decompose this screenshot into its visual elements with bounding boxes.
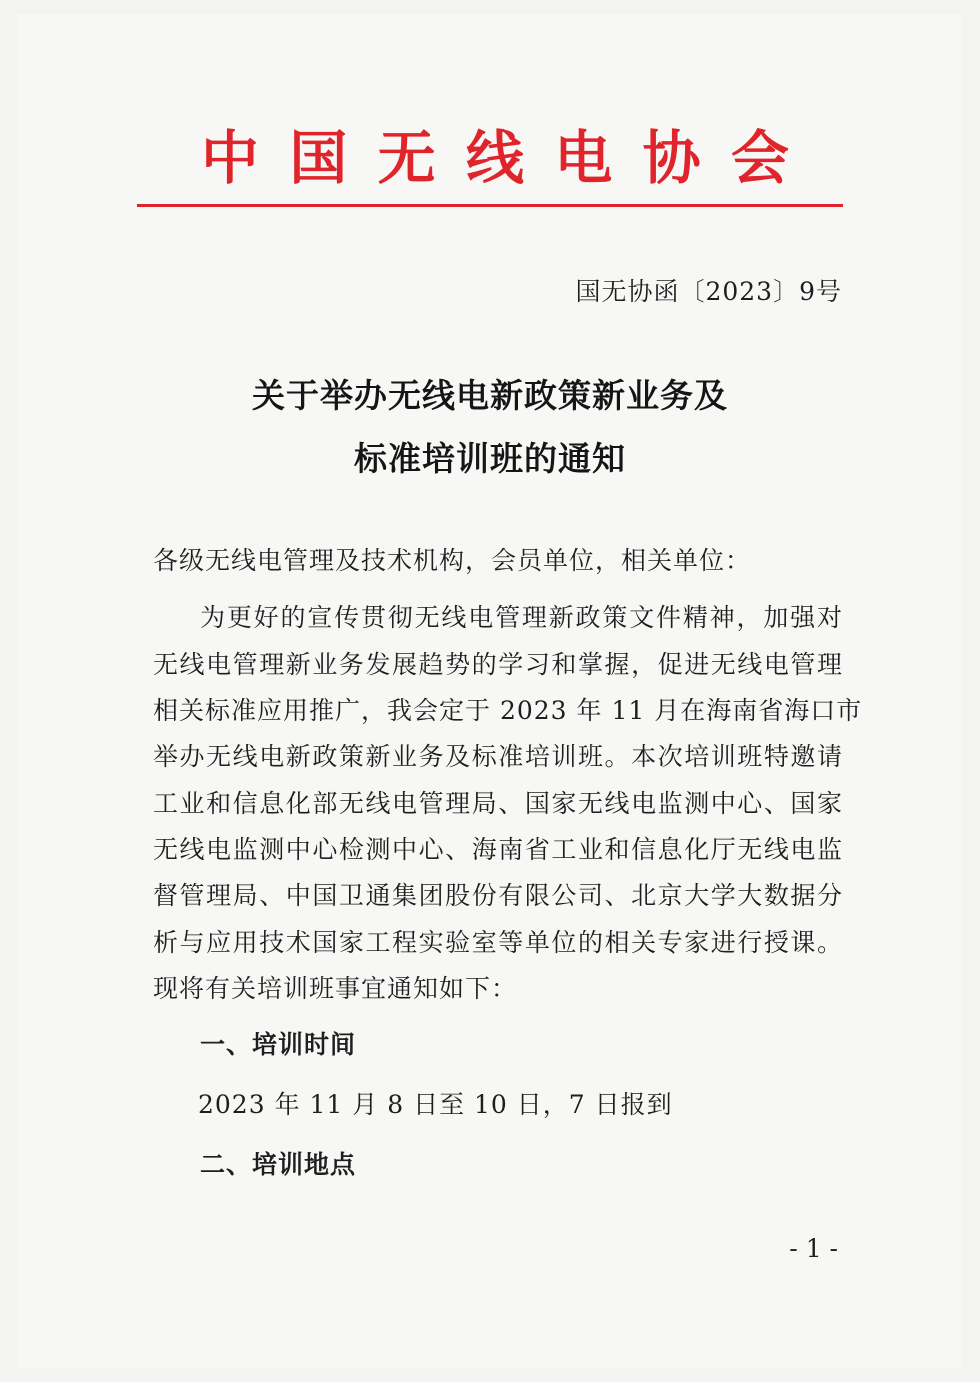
body-text-line: 举办无线电新政策新业务及标准培训班。本次培训班特邀请 — [153, 742, 843, 771]
masthead-char: 中 — [200, 124, 259, 192]
masthead-char: 电 — [554, 124, 613, 192]
masthead-char: 无 — [377, 124, 436, 192]
document-title-line-2: 标准培训班的通知 — [354, 439, 626, 478]
organization-masthead — [195, 118, 795, 198]
document-title-line-1: 关于举办无线电新政策新业务及 — [252, 376, 728, 415]
masthead-char: 协 — [642, 124, 701, 192]
section-heading-training-time: 一、培训时间 — [200, 1030, 357, 1059]
section-heading-training-location: 二、培训地点 — [200, 1150, 357, 1179]
body-text-line: 无线电管理新业务发展趋势的学习和掌握，促进无线电管理 — [153, 650, 843, 679]
document-number: 国无协函〔2023〕9号 — [575, 277, 842, 306]
body-text-line: 为更好的宣传贯彻无线电管理新政策文件精神，加强对 — [200, 603, 843, 632]
body-text-line: 现将有关培训班事宜通知如下： — [153, 974, 518, 1003]
red-divider — [137, 204, 843, 207]
body-text-line: 无线电监测中心检测中心、海南省工业和信息化厅无线电监 — [153, 835, 843, 864]
masthead-char: 会 — [730, 124, 789, 192]
body-text-line: 析与应用技术国家工程实验室等单位的相关专家进行授课。 — [153, 928, 843, 957]
training-time-text: 2023 年 11 月 8 日至 10 日，7 日报到 — [198, 1090, 673, 1119]
body-text-line: 相关标准应用推广，我会定于 2023 年 11 月在海南省海口市 — [153, 696, 863, 725]
masthead-char: 国 — [289, 124, 348, 192]
masthead-char: 线 — [465, 124, 524, 192]
body-text-line: 督管理局、中国卫通集团股份有限公司、北京大学大数据分 — [153, 881, 843, 910]
body-text-line: 工业和信息化部无线电管理局、国家无线电监测中心、国家 — [153, 789, 843, 818]
page-number: - 1 - — [789, 1234, 838, 1263]
salutation: 各级无线电管理及技术机构，会员单位，相关单位： — [153, 546, 752, 575]
